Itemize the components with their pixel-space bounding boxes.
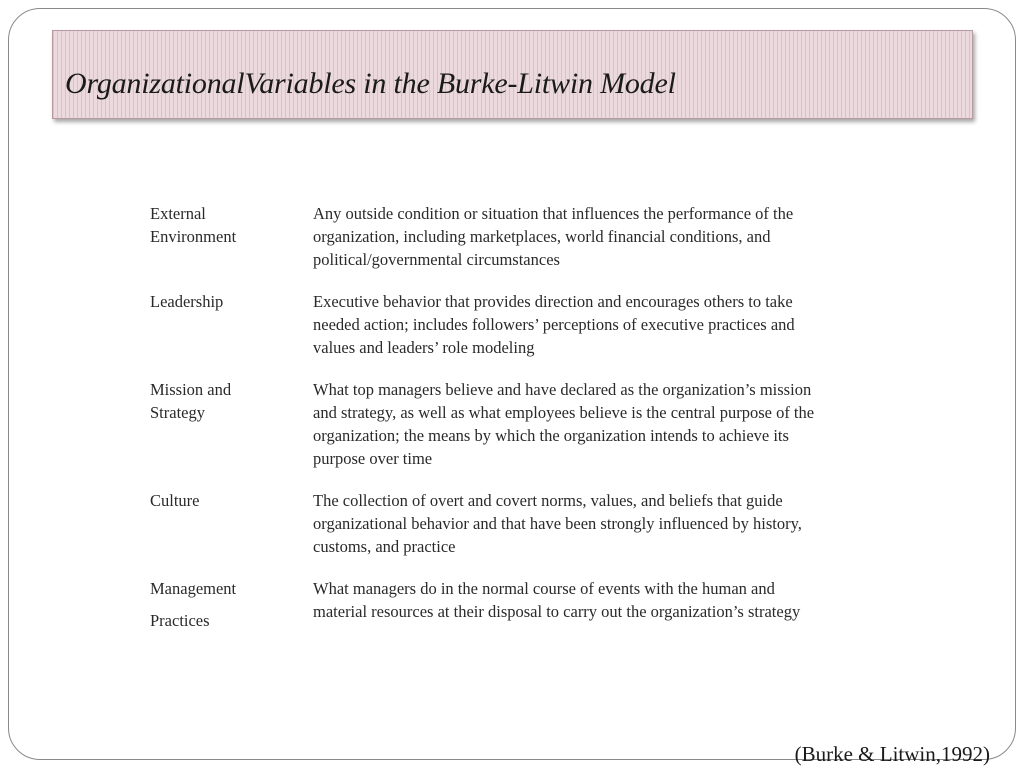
title-banner <box>52 30 973 119</box>
table-row <box>150 577 930 632</box>
term-cell <box>150 290 313 359</box>
table-row <box>150 202 930 271</box>
term-line: Mission and <box>150 380 232 399</box>
term-line: Leadership <box>150 292 224 311</box>
term-cell <box>150 577 313 632</box>
definition-cell <box>313 290 913 359</box>
definition-line: organization; the means by which the organization intends to achieve its <box>313 426 789 445</box>
definition-line: What top managers believe and have declared as the organization’s mission <box>313 380 812 399</box>
definition-line: organization, including marketplaces, world financial conditions, and <box>313 227 771 246</box>
term-line: Strategy <box>150 403 205 422</box>
definition-line: customs, and practice <box>313 537 456 556</box>
definition-line: needed action; includes followers’ perceptions of executive practices and <box>313 315 795 334</box>
definition-line: values and leaders’ role modeling <box>313 338 535 357</box>
definition-line: Any outside condition or situation that influences the performance of the <box>313 204 794 223</box>
definition-line: and strategy, as well as what employees believe is the central purpose of the <box>313 403 815 422</box>
definition-line: Executive behavior that provides direction and encourages others to take <box>313 292 793 311</box>
citation-text: (Burke & Litwin,1992) <box>794 742 990 766</box>
definition-line: political/governmental circumstances <box>313 250 560 269</box>
definition-cell <box>313 202 913 271</box>
term-line: Management <box>150 579 237 598</box>
slide-title: OrganizationalVariables in the Burke-Litwin Model <box>65 67 676 100</box>
term-cell <box>150 378 313 470</box>
term-cell <box>150 202 313 271</box>
table-row <box>150 489 930 558</box>
definition-line: What managers do in the normal course of events with the human and <box>313 579 775 598</box>
table-row <box>150 378 930 470</box>
variables-table <box>150 202 930 632</box>
term-line: Practices <box>150 611 210 630</box>
term-cell <box>150 489 313 558</box>
term-line: External <box>150 204 206 223</box>
term-line: Environment <box>150 227 237 246</box>
term-line: Culture <box>150 491 200 510</box>
definition-cell <box>313 577 913 632</box>
definition-cell <box>313 378 913 470</box>
definition-line: The collection of overt and covert norms, values, and beliefs that guide <box>313 491 783 510</box>
table-row <box>150 290 930 359</box>
definition-cell <box>313 489 913 558</box>
definition-line: organizational behavior and that have been strongly influenced by history, <box>313 514 802 533</box>
definition-line: material resources at their disposal to carry out the organization’s strategy <box>313 602 801 621</box>
definition-line: purpose over time <box>313 449 433 468</box>
